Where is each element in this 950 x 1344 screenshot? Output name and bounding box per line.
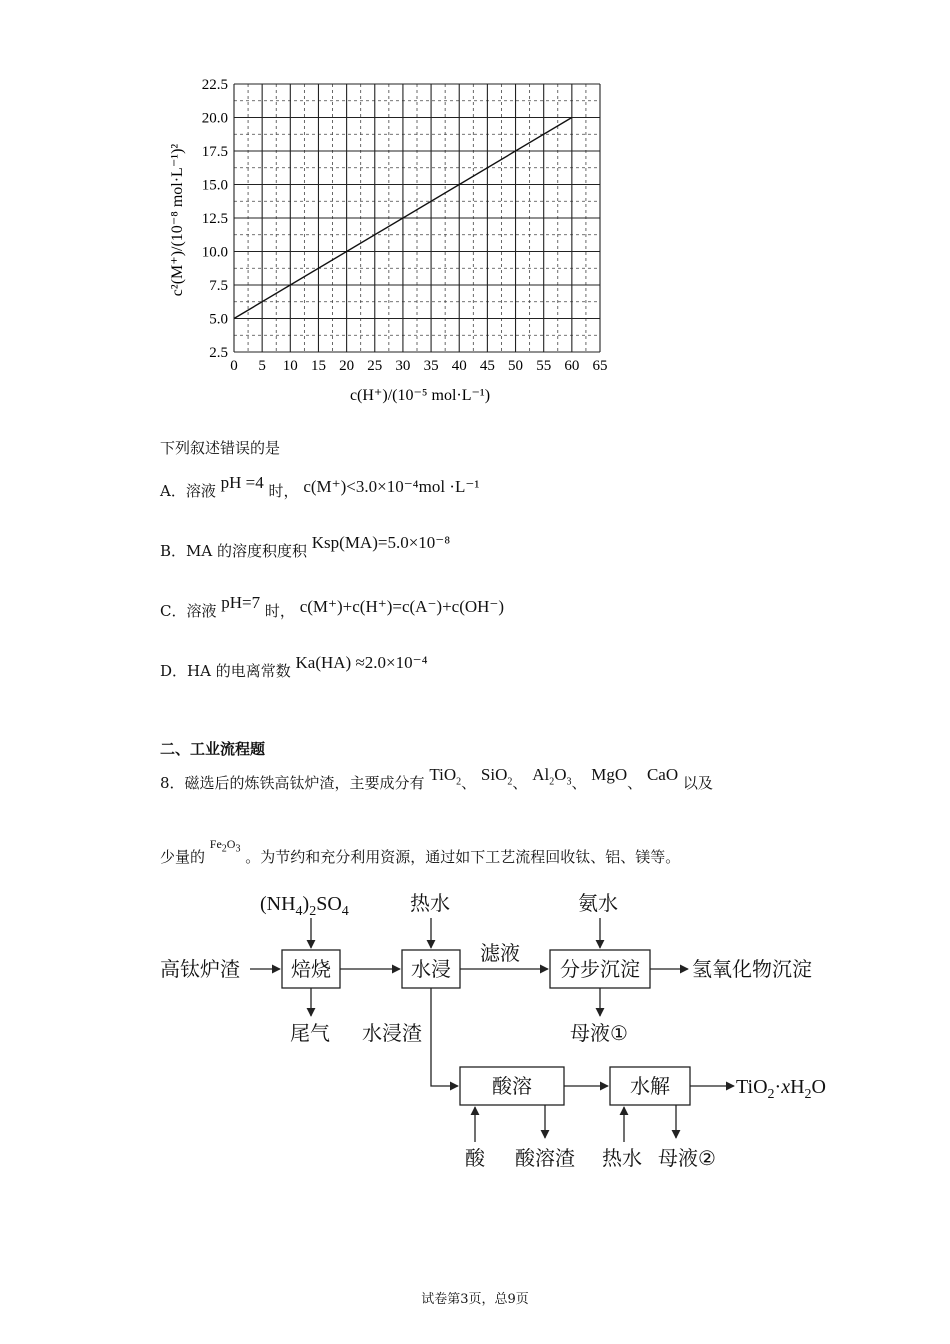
reagent-hot-water-1: 热水 (410, 891, 450, 915)
option-a-label: A．溶液 (160, 482, 216, 500)
y-tick-label: 17.5 (201, 144, 228, 160)
problem8-prefix: 8．磁选后的炼铁高钛炉渣，主要成分有 (160, 774, 425, 792)
option-a-mid: 时， (268, 482, 299, 500)
option-d-label: D．HA 的电离常数 (160, 662, 291, 680)
x-axis-label: c(H⁺)/(10⁻⁵ mol·L⁻¹) (349, 387, 491, 404)
x-tick-label: 20 (339, 358, 355, 374)
component-sio2: SiO$_2$ (480, 765, 513, 788)
x-tick-label: 40 (451, 358, 467, 374)
label-stepwise-precip: 分步沉淀 (560, 957, 640, 981)
major-grid (234, 84, 600, 352)
problem8-line1 (160, 765, 713, 795)
problem8-line2-prefix: 少量的 (160, 848, 206, 866)
label-water-leach: 水浸 (411, 957, 451, 981)
reagent-ammonia: 氨水 (578, 891, 618, 915)
output-hydroxide-precip: 氢氧化物沉淀 (692, 957, 812, 981)
reagent-ammonium-sulfate: $(NH_4)_2SO_4$ (260, 893, 349, 919)
y-tick-label: 5.0 (209, 311, 228, 328)
label-hydrolysis: 水解 (630, 1074, 670, 1098)
option-a-formula1: pH =4 (220, 473, 264, 492)
x-tick-label: 0 (230, 358, 238, 374)
page-footer: 试卷第3页，总9页 (421, 1292, 529, 1307)
y-tick-label: 22.5 (201, 77, 228, 93)
y-tick-label: 20.0 (201, 110, 228, 127)
x-tick-label: 10 (282, 358, 298, 374)
component-al2o3: $Al_2O_3$ (532, 765, 572, 788)
component-tio2: TiO$_2$ (429, 765, 462, 788)
question-stem: 下列叙述错误的是 (160, 439, 281, 457)
section-title: 二、工业流程题 (160, 740, 266, 758)
output-mother-liquor-1: 母液① (570, 1021, 628, 1045)
x-tick-label: 50 (508, 358, 524, 374)
option-c-formula1: pH=7 (221, 593, 261, 612)
y-tick-label: 10.0 (201, 244, 228, 261)
separator: 、 (571, 774, 587, 792)
problem8-line2 (160, 837, 681, 868)
reagent-hot-water-2: 热水 (602, 1146, 642, 1170)
y-axis-label: c²(M⁺)/(10⁻⁸ mol·L⁻¹)² (169, 143, 186, 297)
output-mother-liquor-2: 母液② (658, 1146, 716, 1170)
option-b (160, 533, 451, 561)
label-start: 高钛炉渣 (160, 957, 240, 981)
component-cao: CaO (646, 765, 679, 784)
y-tick-label: 15.0 (201, 177, 228, 194)
x-tick-label: 60 (564, 358, 580, 374)
process-flowchart (150, 880, 850, 1180)
y-tick-label: 2.5 (209, 345, 228, 361)
y-tick-label: 7.5 (209, 278, 228, 294)
x-tick-label: 65 (592, 358, 608, 374)
option-c (160, 593, 505, 621)
y-tick-labels (202, 77, 228, 361)
option-d (160, 653, 428, 681)
output-tail-gas: 尾气 (290, 1021, 330, 1045)
label-acid-dissolve: 酸溶 (492, 1074, 532, 1098)
separator: 、 (461, 774, 477, 792)
option-b-label: B．MA 的溶度积度积 (160, 542, 307, 560)
x-tick-label: 5 (258, 358, 266, 374)
x-tick-labels (230, 358, 607, 374)
option-a (160, 473, 480, 501)
option-a-formula2: c(M⁺)<3.0×10⁻⁴mol ·L⁻¹ (303, 477, 480, 496)
component-fe2o3: Fe2O3 (209, 837, 241, 855)
output-filtrate: 滤液 (480, 941, 520, 965)
reagent-acid: 酸 (465, 1146, 485, 1170)
x-tick-label: 45 (479, 358, 495, 374)
y-tick-label: 12.5 (201, 211, 228, 227)
x-tick-label: 15 (310, 358, 326, 374)
chart (150, 70, 630, 410)
problem8-line2-suffix: 。为节约和充分利用资源，通过如下工艺流程回收钛、铝、镁等。 (245, 848, 681, 866)
option-c-formula2: c(M⁺)+c(H⁺)=c(A⁻)+c(OH⁻) (299, 597, 505, 616)
output-tio2-hydrate: $TiO_2\cdot xH_2O$ (736, 1076, 826, 1102)
option-d-formula1: Ka(HA) ≈2.0×10⁻⁴ (295, 653, 428, 672)
x-tick-label: 35 (423, 358, 439, 374)
label-roasting: 焙烧 (291, 957, 331, 981)
separator: 、 (627, 774, 643, 792)
problem8-suffix: 以及 (682, 774, 713, 792)
option-b-formula1: Ksp(MA)=5.0×10⁻⁸ (311, 533, 451, 552)
output-acid-residue: 酸溶渣 (515, 1146, 575, 1170)
output-leach-residue: 水浸渣 (362, 1021, 422, 1045)
component-mgo: MgO (591, 765, 628, 784)
option-c-label: C．溶液 (160, 602, 217, 620)
x-tick-label: 30 (395, 358, 411, 374)
option-c-mid: 时， (264, 602, 295, 620)
x-tick-label: 25 (367, 358, 383, 374)
x-tick-label: 55 (536, 358, 552, 374)
separator: 、 (512, 774, 528, 792)
